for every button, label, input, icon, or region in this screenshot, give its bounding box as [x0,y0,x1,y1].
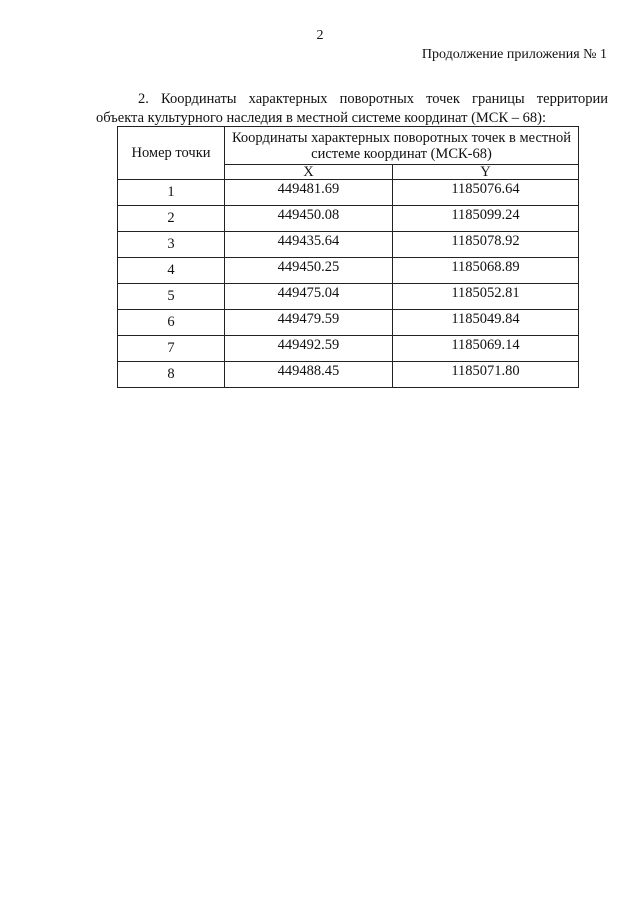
x-coordinate-cell: 449475.04 [225,284,393,310]
x-coordinate-cell: 449450.08 [225,206,393,232]
page-number: 2 [316,28,324,43]
y-coordinate-cell: 1185052.81 [392,284,578,310]
table-row [118,206,579,232]
appendix-note: Продолжение приложения № 1 [421,47,607,62]
y-coordinate-cell: 1185049.84 [392,310,578,336]
y-coordinate-cell: 1185069.14 [392,336,578,362]
x-coordinate-cell: 449479.59 [225,310,393,336]
point-number-cell: 5 [118,284,225,310]
column-header-coordinates: Координаты характерных поворотных точек в местной системе координат (МСК-68) [225,127,579,165]
table-row [118,180,579,206]
table-row [118,258,579,284]
table-row [118,310,579,336]
y-coordinate-cell: 1185078.92 [392,232,578,258]
column-header-x: X [225,165,393,180]
point-number-cell: 7 [118,336,225,362]
point-number-cell: 1 [118,180,225,206]
x-coordinate-cell: 449450.25 [225,258,393,284]
y-coordinate-cell: 1185099.24 [392,206,578,232]
table-row [118,336,579,362]
y-coordinate-cell: 1185068.89 [392,258,578,284]
point-number-cell: 4 [118,258,225,284]
table-row [118,284,579,310]
column-header-point-number: Номер точки [118,127,225,180]
section-paragraph: 2. Координаты характерных поворотных точек границы территории объекта культурного наследия в местной системе координат (МСК – 68): [96,90,608,126]
table-row [118,232,579,258]
x-coordinate-cell: 449481.69 [225,180,393,206]
table-row [118,362,579,388]
coordinates-table [117,126,579,388]
point-number-cell: 3 [118,232,225,258]
x-coordinate-cell: 449488.45 [225,362,393,388]
y-coordinate-cell: 1185071.80 [392,362,578,388]
y-coordinate-cell: 1185076.64 [392,180,578,206]
column-header-y: Y [392,165,578,180]
point-number-cell: 2 [118,206,225,232]
point-number-cell: 8 [118,362,225,388]
point-number-cell: 6 [118,310,225,336]
x-coordinate-cell: 449435.64 [225,232,393,258]
x-coordinate-cell: 449492.59 [225,336,393,362]
